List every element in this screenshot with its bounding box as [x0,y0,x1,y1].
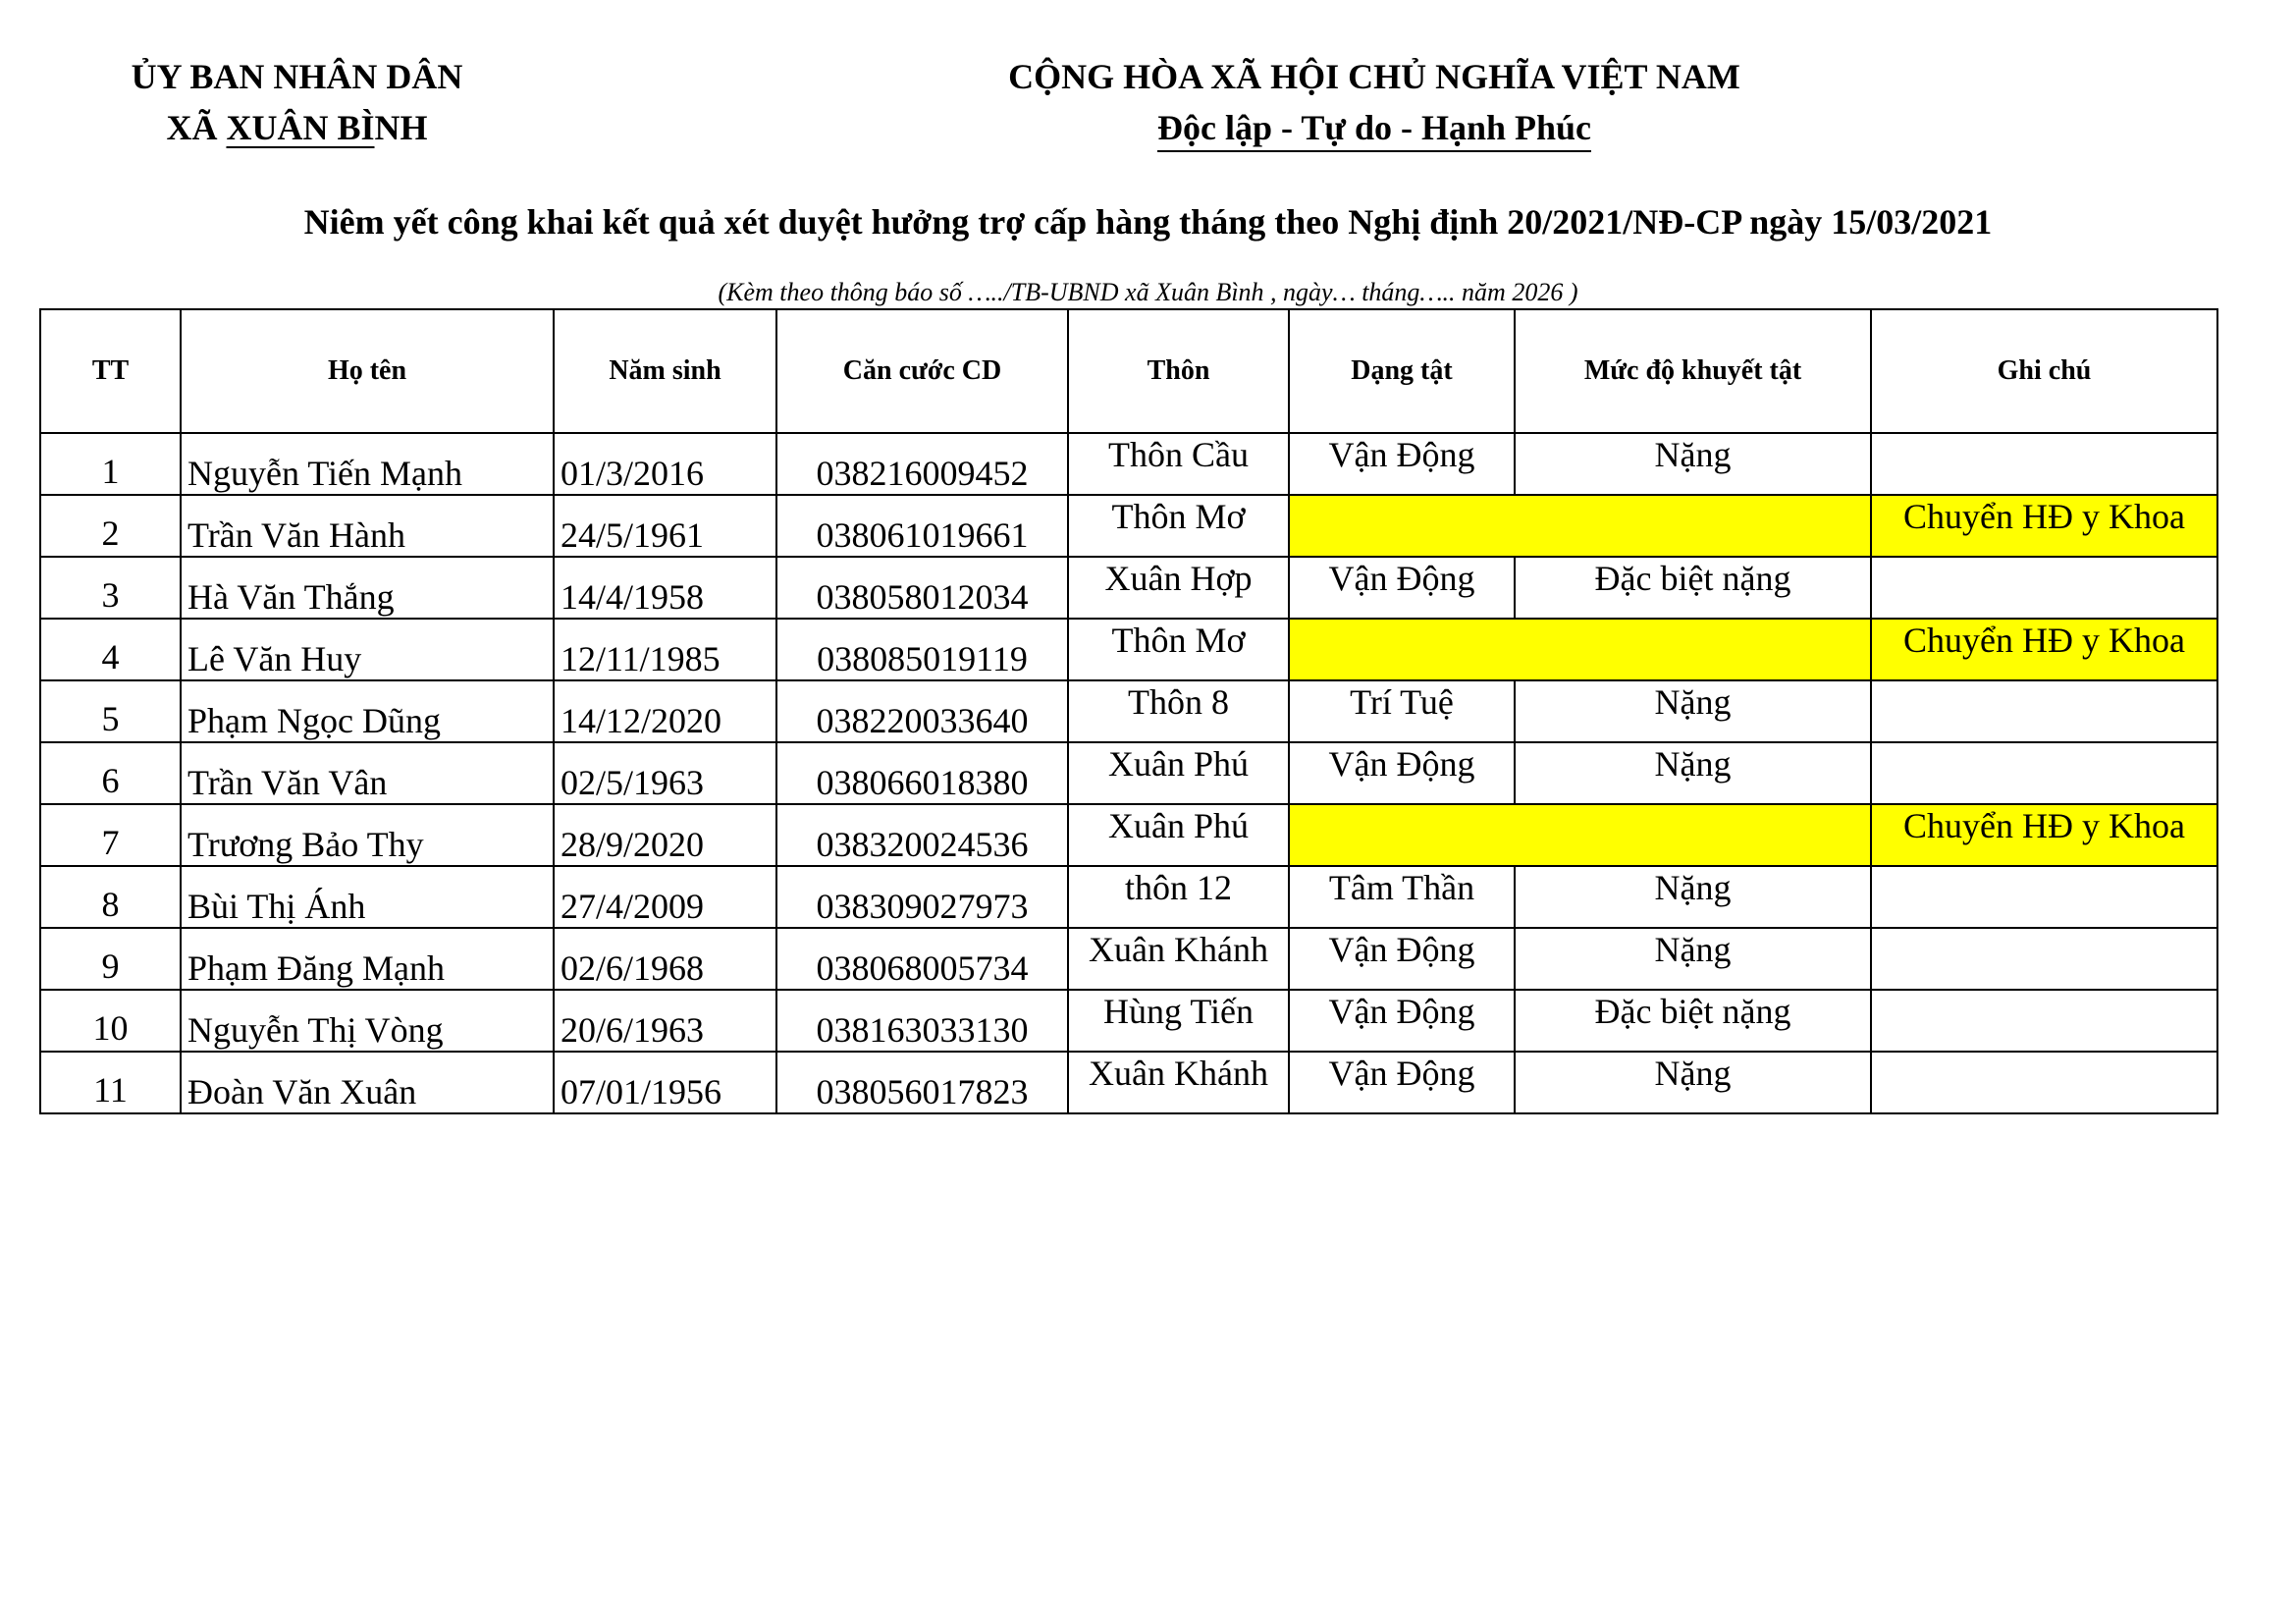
beneficiary-table [39,308,2218,1114]
cell-village: Thôn Mơ [1068,495,1289,557]
commune-prefix: XÃ [166,108,227,147]
cell-birth-date: 02/5/1963 [554,742,776,804]
cell-village: Hùng Tiến [1068,990,1289,1052]
commune-name [98,110,496,145]
cell-citizen-id: 038056017823 [776,1052,1068,1113]
cell-disability-type: Vận Động [1289,742,1515,804]
cell-birth-date: 28/9/2020 [554,804,776,866]
cell-citizen-id: 038216009452 [776,433,1068,495]
cell-pending-highlight [1289,804,1871,866]
cell-tt: 1 [40,433,181,495]
col-header-citizen-id: Căn cước CD [776,309,1068,433]
cell-village: thôn 12 [1068,866,1289,928]
cell-village: Xuân Khánh [1068,1052,1289,1113]
col-header-disability-type: Dạng tật [1289,309,1515,433]
table-row [40,742,2217,804]
cell-birth-date: 07/01/1956 [554,1052,776,1113]
cell-citizen-id: 038058012034 [776,557,1068,619]
national-motto-text: Độc lập - Tự do - Hạnh Phúc [1157,108,1591,152]
cell-severity: Nặng [1515,742,1871,804]
cell-birth-date: 24/5/1961 [554,495,776,557]
cell-name: Phạm Đăng Mạnh [181,928,554,990]
cell-village: Xuân Phú [1068,742,1289,804]
col-header-name: Họ tên [181,309,554,433]
cell-note: Chuyển HĐ y Khoa [1871,495,2217,557]
cell-severity: Đặc biệt nặng [1515,557,1871,619]
cell-birth-date: 02/6/1968 [554,928,776,990]
cell-citizen-id: 038068005734 [776,928,1068,990]
table-row [40,928,2217,990]
cell-tt: 7 [40,804,181,866]
cell-tt: 6 [40,742,181,804]
cell-note [1871,928,2217,990]
cell-village: Thôn Mơ [1068,619,1289,680]
cell-birth-date: 27/4/2009 [554,866,776,928]
cell-tt: 4 [40,619,181,680]
table-row [40,680,2217,742]
table-body [40,433,2217,1113]
cell-note [1871,433,2217,495]
cell-birth-date: 14/4/1958 [554,557,776,619]
table-row [40,1052,2217,1113]
cell-severity: Nặng [1515,866,1871,928]
cell-birth-date: 20/6/1963 [554,990,776,1052]
cell-disability-type: Vận Động [1289,928,1515,990]
cell-name: Nguyễn Thị Vòng [181,990,554,1052]
cell-note [1871,866,2217,928]
cell-citizen-id: 038320024536 [776,804,1068,866]
national-motto [933,110,1816,145]
cell-disability-type: Tâm Thần [1289,866,1515,928]
cell-village: Xuân Khánh [1068,928,1289,990]
cell-disability-type: Vận Động [1289,433,1515,495]
cell-note [1871,742,2217,804]
col-header-village: Thôn [1068,309,1289,433]
document-title: Niêm yết công khai kết quả xét duyệt hưởng trợ cấp hàng tháng theo Nghị định 20/2021/NĐ-CP ngày 15/03/2021 [303,202,1993,242]
cell-village: Thôn Cầu [1068,433,1289,495]
table-row [40,495,2217,557]
cell-birth-date: 01/3/2016 [554,433,776,495]
cell-tt: 10 [40,990,181,1052]
cell-citizen-id: 038061019661 [776,495,1068,557]
commune-underlined: XUÂN BÌ [226,108,375,147]
table-row [40,433,2217,495]
cell-name: Nguyễn Tiến Mạnh [181,433,554,495]
cell-note [1871,990,2217,1052]
cell-name: Đoàn Văn Xuân [181,1052,554,1113]
cell-note: Chuyển HĐ y Khoa [1871,804,2217,866]
cell-name: Hà Văn Thắng [181,557,554,619]
table-row [40,557,2217,619]
cell-note: Chuyển HĐ y Khoa [1871,619,2217,680]
cell-severity: Nặng [1515,1052,1871,1113]
org-name: ỦY BAN NHÂN DÂN [131,57,463,96]
cell-name: Phạm Ngọc Dũng [181,680,554,742]
cell-note [1871,680,2217,742]
cell-village: Thôn 8 [1068,680,1289,742]
cell-pending-highlight [1289,619,1871,680]
cell-disability-type: Trí Tuệ [1289,680,1515,742]
cell-name: Lê Văn Huy [181,619,554,680]
cell-severity: Nặng [1515,680,1871,742]
table-row [40,866,2217,928]
cell-tt: 9 [40,928,181,990]
commune-suffix: NH [374,108,428,147]
col-header-tt: TT [40,309,181,433]
cell-name: Trương Bảo Thy [181,804,554,866]
cell-birth-date: 12/11/1985 [554,619,776,680]
table-row [40,804,2217,866]
table-row [40,619,2217,680]
cell-disability-type: Vận Động [1289,990,1515,1052]
cell-severity: Nặng [1515,433,1871,495]
cell-citizen-id: 038066018380 [776,742,1068,804]
cell-village: Xuân Hợp [1068,557,1289,619]
cell-name: Trần Văn Hành [181,495,554,557]
table-row [40,990,2217,1052]
cell-disability-type: Vận Động [1289,1052,1515,1113]
document-subtitle: (Kèm theo thông báo số …../TB-UBND xã Xuân Bình , ngày… tháng….. năm 2026 ) [718,278,1578,306]
cell-citizen-id: 038220033640 [776,680,1068,742]
cell-tt: 5 [40,680,181,742]
cell-village: Xuân Phú [1068,804,1289,866]
cell-pending-highlight [1289,495,1871,557]
cell-severity: Nặng [1515,928,1871,990]
cell-tt: 11 [40,1052,181,1113]
cell-tt: 2 [40,495,181,557]
col-header-birth-year: Năm sinh [554,309,776,433]
cell-name: Trần Văn Vân [181,742,554,804]
table-header-row [40,309,2217,433]
col-header-severity: Mức độ khuyết tật [1515,309,1871,433]
nation-name: CỘNG HÒA XÃ HỘI CHỦ NGHĨA VIỆT NAM [1008,57,1740,96]
cell-tt: 8 [40,866,181,928]
cell-disability-type: Vận Động [1289,557,1515,619]
cell-note [1871,1052,2217,1113]
cell-citizen-id: 038163033130 [776,990,1068,1052]
cell-note [1871,557,2217,619]
cell-citizen-id: 038309027973 [776,866,1068,928]
col-header-note: Ghi chú [1871,309,2217,433]
cell-severity: Đặc biệt nặng [1515,990,1871,1052]
cell-tt: 3 [40,557,181,619]
cell-citizen-id: 038085019119 [776,619,1068,680]
cell-birth-date: 14/12/2020 [554,680,776,742]
cell-name: Bùi Thị Ánh [181,866,554,928]
